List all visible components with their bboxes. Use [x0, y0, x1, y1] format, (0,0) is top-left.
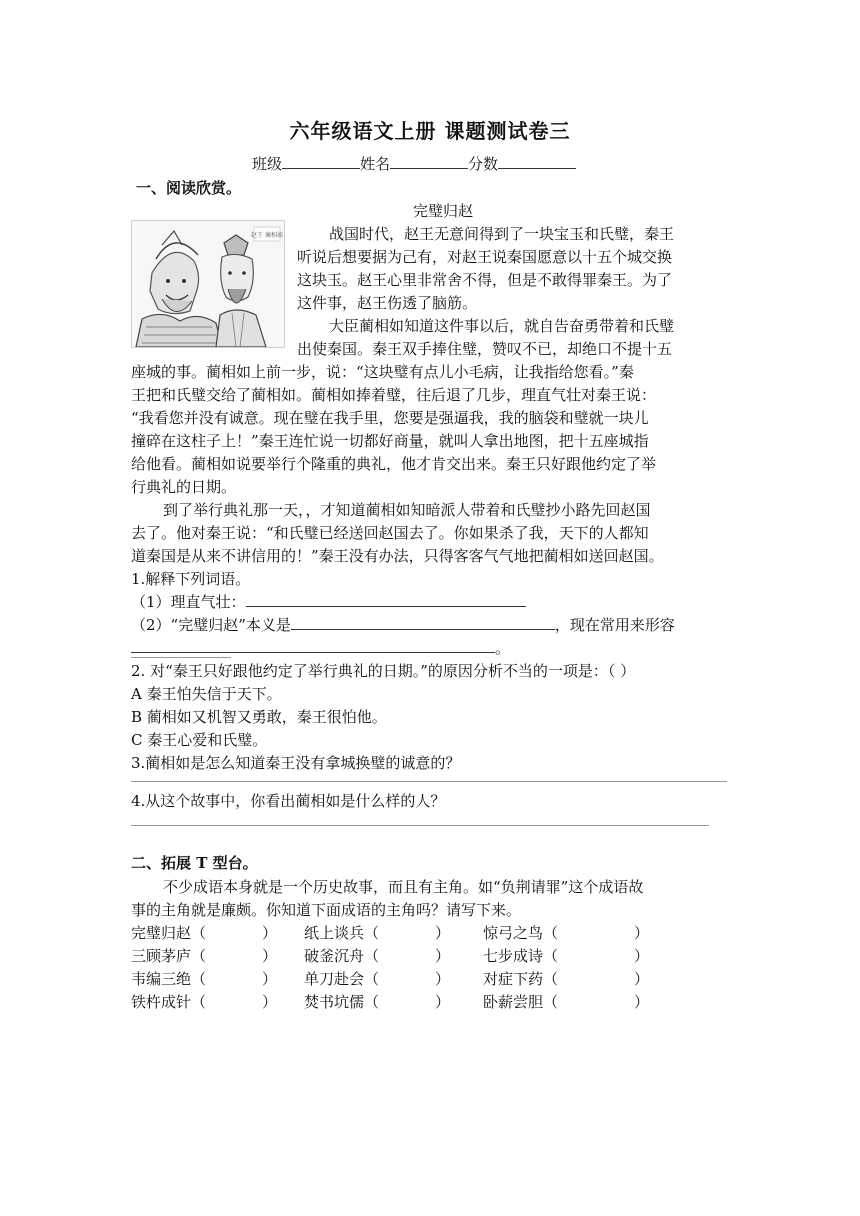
idiom-text: 惊弓之鸟 — [483, 924, 544, 942]
paren-close: ） — [435, 924, 451, 942]
idiom-text: 焚书坑儒 — [304, 993, 365, 1011]
q2-option-b[interactable]: B 蔺相如又机智又勇敢，秦王很怕他。 — [131, 708, 387, 726]
paren-close: ） — [435, 993, 451, 1011]
idiom-item — [131, 945, 277, 967]
q1-b-end: 。 — [495, 639, 511, 657]
paren-open: （ — [364, 970, 380, 988]
idiom-text: 七步成诗 — [483, 947, 544, 965]
p2-line-2: 出使秦国。秦王双手捧住璧，赞叹不已，却绝口不提十五 — [297, 340, 673, 358]
passage-title: 完璧归赵 — [413, 202, 474, 220]
p1-line-4: 这件事，赵王伤透了脑筋。 — [297, 294, 478, 312]
paren-open: （ — [543, 970, 559, 988]
p3-line-1: 到了举行典礼那一天，，才知道蔺相如知暗派人带着和氏璧抄小路先回赵国 — [163, 501, 651, 519]
q4-answer-line[interactable] — [131, 825, 709, 826]
paren-close: ） — [634, 970, 650, 988]
paren-close: ） — [634, 947, 650, 965]
q1-b-meaning-blank[interactable] — [291, 615, 555, 630]
idiom-text: 纸上谈兵 — [304, 924, 365, 942]
idiom-item — [131, 991, 277, 1013]
paren-close: ） — [634, 993, 650, 1011]
p1-line-2: 听说后想要据为己有，对赵王说秦国愿意以十五个城交换 — [297, 248, 673, 266]
page-title: 六年级语文上册 课题测试卷三 — [289, 119, 571, 143]
p3-line-3: 道秦国是从来不讲信用的！”秦王没有办法，只得客客气气地把蔺相如送回赵国。 — [131, 547, 664, 565]
portrait-drawing — [132, 221, 284, 347]
section1-heading: 一、阅读欣赏。 — [136, 179, 242, 197]
student-info-line — [252, 153, 576, 175]
q4-stem: 4.从这个故事中，你看出蔺相如是什么样的人？ — [131, 792, 446, 810]
p2-line-4: 王把和氏璧交给了蔺相如。蔺相如捧着璧，往后退了几步，理直气壮对秦王说： — [131, 386, 657, 404]
idiom-text: 卧薪尝胆 — [483, 993, 544, 1011]
idiom-text: 完璧归赵 — [131, 924, 192, 942]
class-blank[interactable] — [282, 154, 360, 169]
idiom-text: 破釜沉舟 — [304, 947, 365, 965]
idiom-item — [304, 968, 450, 990]
paren-close: ） — [262, 947, 278, 965]
paren-open: （ — [191, 993, 207, 1011]
p2-line-3: 座城的事。蔺相如上前一步，说：“这块璧有点儿小毛病，让我指给您看。”秦 — [131, 363, 634, 381]
q3-stem: 3.蔺相如是怎么知道秦王没有拿城换璧的诚意的？ — [131, 754, 461, 772]
idiom-text: 对症下药 — [483, 970, 544, 988]
idiom-text: 铁杵成针 — [131, 993, 192, 1011]
paren-open: （ — [191, 970, 207, 988]
idiom-item — [304, 922, 450, 944]
section2-heading: 二、拓展 T 型台。 — [131, 854, 258, 872]
class-label: 班级 — [252, 155, 283, 173]
q1-a — [131, 591, 526, 613]
p2-line-5: “我看您并没有诚意。现在璧在我手里，您要是强逼我，我的脑袋和璧就一块儿 — [131, 409, 649, 427]
section2-intro-2: 事的主角就是廉颇。你知道下面成语的主角吗？请写下来。 — [131, 901, 522, 919]
q1-b-usage-blank[interactable] — [131, 638, 495, 653]
p2-line-8: 行典礼的日期。 — [131, 478, 237, 496]
q1-b-mid: ，现在常用来形容 — [554, 616, 675, 634]
paren-open: （ — [543, 993, 559, 1011]
idiom-text: 韦编三绝 — [131, 970, 192, 988]
p3-line-2: 去了。他对秦王说：“和氏璧已经送回赵国去了。你如果杀了我，天下的人都知 — [131, 524, 649, 542]
idiom-item — [131, 922, 277, 944]
idiom-item — [483, 945, 649, 967]
idiom-item — [304, 945, 450, 967]
idiom-item — [483, 922, 649, 944]
q1-a-label: （1）理直气壮： — [131, 593, 246, 611]
q3-answer-line[interactable] — [131, 781, 727, 782]
paren-open: （ — [543, 924, 559, 942]
p2-line-1: 大臣蔺相如知道这件事以后，就自告奋勇带着和氏璧 — [329, 317, 675, 335]
paren-close: ） — [634, 924, 650, 942]
p2-line-7: 给他看。蔺相如说要举行个隆重的典礼，他才肯交出来。秦王只好跟他约定了举 — [131, 455, 657, 473]
paren-close: ） — [435, 970, 451, 988]
idiom-item — [131, 968, 277, 990]
q2-stem: 2. 对“秦王只好跟他约定了举行典礼的日期。”的原因分析不当的一项是：（ ） — [131, 662, 636, 680]
q1-a-answer-blank[interactable] — [246, 592, 526, 607]
score-label: 分数 — [468, 155, 499, 173]
idiom-text: 三顾茅庐 — [131, 947, 192, 965]
p1-line-1: 战国时代，赵王无意间得到了一块宝玉和氏璧，秦王 — [329, 225, 675, 243]
q1-underline-extra — [131, 657, 231, 658]
q2-option-c[interactable]: C 秦王心爱和氏璧。 — [131, 731, 268, 749]
paren-close: ） — [435, 947, 451, 965]
q1-b-label: （2）“完璧归赵”本义是 — [131, 616, 291, 634]
score-blank[interactable] — [498, 154, 576, 169]
paren-close: ） — [262, 970, 278, 988]
paren-close: ） — [262, 924, 278, 942]
paren-open: （ — [364, 947, 380, 965]
idiom-item — [483, 968, 649, 990]
illustration-image — [131, 220, 285, 348]
p1-line-3: 这块玉。赵王心里非常舍不得，但是不敢得罪秦王。为了 — [297, 271, 673, 289]
q1-stem: 1.解释下列词语。 — [131, 570, 251, 588]
p2-line-6: 撞碎在这柱子上！”秦王连忙说一切都好商量，就叫人拿出地图，把十五座城指 — [131, 432, 649, 450]
idiom-item — [483, 991, 649, 1013]
paren-open: （ — [364, 924, 380, 942]
paren-open: （ — [543, 947, 559, 965]
idiom-text: 单刀赴会 — [304, 970, 365, 988]
idiom-item — [304, 991, 450, 1013]
paren-open: （ — [191, 924, 207, 942]
name-label: 姓名 — [360, 155, 391, 173]
q1-b — [131, 614, 675, 636]
paren-close: ） — [262, 993, 278, 1011]
q1-b-cont — [131, 637, 510, 659]
paren-open: （ — [364, 993, 380, 1011]
name-blank[interactable] — [390, 154, 468, 169]
illustration-caption: 赵王 蔺相如 — [251, 232, 283, 239]
q2-option-a[interactable]: A 秦王怕失信于天下。 — [131, 685, 282, 703]
section2-intro-1: 不少成语本身就是一个历史故事，而且有主角。如“负荆请罪”这个成语故 — [163, 878, 644, 896]
paren-open: （ — [191, 947, 207, 965]
